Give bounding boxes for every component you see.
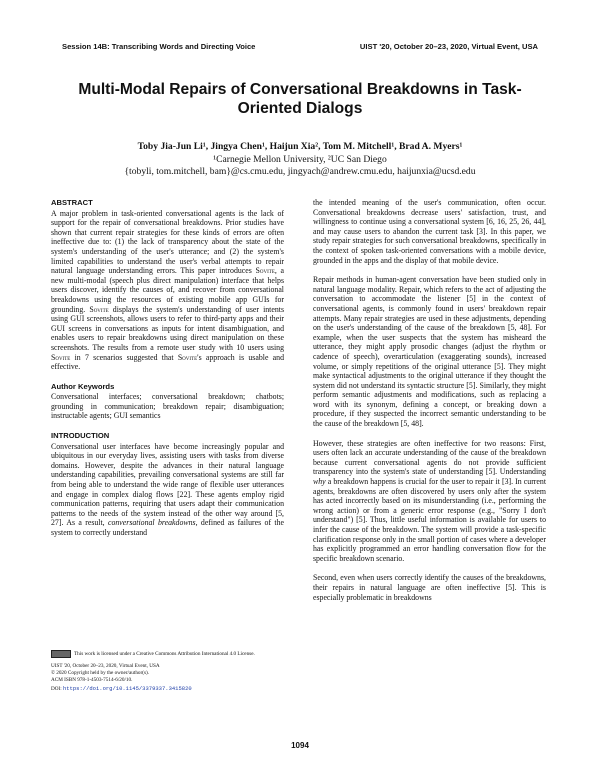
isbn-line: ACM ISBN 978-1-4503-7514-6/20/10. xyxy=(51,677,133,684)
author-names: Toby Jia-Jun Li¹, Jingya Chen¹, Haijun Xia², Tom M. Mitchell¹, Brad A. Myers¹ xyxy=(137,141,463,152)
system-name: Sovite xyxy=(177,352,198,362)
paper-title: Multi-Modal Repairs of Conversational Breakdowns in Task-Oriented Dialogs xyxy=(78,81,522,117)
copyright-line: © 2020 Copyright held by the owner/author(s). xyxy=(51,670,150,676)
copyright-footnote xyxy=(51,650,284,693)
abstract-heading: ABSTRACT xyxy=(51,198,93,207)
introduction-body: Conversational user interfaces have become increasingly popular and ubiquitous in our everyday lives, assisting users with tasks from diverse domains. However, despite the advances in their natural language understanding capabilities, prevailing conversational systems are still far from being able to understand the wide range of flexible user utterances and engage in complex dialog flows [22]. These agents employ rigid communication patterns, requiring that users adapt their communication patterns to the needs of the system instead of the other way around [5, 27]. As a result, conversational breakdowns, defined as failures of the system to correctly understand xyxy=(51,441,284,537)
page-number: 1094 xyxy=(291,741,309,750)
introduction-heading: INTRODUCTION xyxy=(51,431,110,441)
author-emails: {tobyli, tom.mitchell, bam}@cs.cmu.edu, jingyach@andrew.cmu.edu, haijunxia@ucsd.edu xyxy=(124,166,476,177)
system-name: Sovite xyxy=(255,266,275,276)
running-head-session: Session 14B: Transcribing Words and Directing Voice xyxy=(62,42,256,51)
paragraph: Repair methods in human-agent conversation have been studied only in natural language modality. Repair, which refers to the act of adjusting the conversation to accommodate the listener [5] in the context of conversational agents, is commonly found in users' breakdown repair attempts. Many repair strategies are used in these adjustments, depending on the user's understanding of the cause of the breakdown [5, 48]. For example, when the user suspects that the system has misheard the utterance, they might apply prosodic changes (adjust the rhythm or cadence of speech), overarticulation (exaggerating sounds), increased volume, or simply repetitions of the original utterance [5]. They might make syntactical adjustments to the original utterance if they thought the system did not understand its syntactic structure [5]. Similarly, they might perform semantic adjustments and modifications, such as replacing a word with its synonym, defining a concept, or breaking down a procedure, if they suspected the incorrect semantic understanding to be the cause of the breakdown [5, 48]. xyxy=(313,275,546,429)
keywords-heading: Author Keywords xyxy=(51,381,115,391)
paragraph: the intended meaning of the user's communication, often occur. Conversational breakdowns decrease users' satisfaction, trust, and willingness to continue using a conversational system [6, 16, 25, 26, 44], and may cause users to abandon the current task [3]. In this paper, we study repair strategies for such conversational breakdowns, specifically in the context of spoken task-oriented conversations with a mobile device, grounded in the apps and the display of that mobile device. xyxy=(313,198,546,265)
author-affiliations: ¹Carnegie Mellon University, ²UC San Diego xyxy=(213,153,387,165)
paragraph: However, these strategies are often ineffective for two reasons: First, users often lack an accurate understanding of the cause of the breakdown because current conversational agents do not provide sufficient transparency into the system's state of understanding [5]. Understanding why a breakdown happens is crucial for the user to repair it [3]. In current agents, breakdowns are often discovered by users only after the system has acted incorrectly based on its misunderstanding (i.e., performing the wrong action) or from a generic error response (e.g., "Sorry I don't understand") [5]. Thus, little useful information is available for users to infer the cause of the breakdown. The system will provide a task-specific clarification response only in the small portion of cases where a developer has explicitly programmed an error handling conversation flow for the specific breakdown scenario. xyxy=(313,438,546,563)
creative-commons-icon xyxy=(51,650,71,658)
doi-line: DOI: https://doi.org/10.1145/3379337.3415820 xyxy=(51,684,192,692)
abstract-body: A major problem in task-oriented conversational agents is the lack of support for the repair of conversational breakdowns. Prior studies have shown that current repair strategies for these kinds of errors are often ineffective due to: (1) the lack of transparency about the state of the system's understanding of the user's utterance; and (2) the system's limited capabilities to understand the user's verbal attempts to repair natural language understanding errors. This paper introduces Sovite, a new multi-modal (speech plus direct manipulation) interface that helps users discover, identify the causes of, and recover from conversational breakdowns using the resources of existing mobile app GUIs for grounding. Sovite displays the system's understanding of user intents using GUI screenshots, allows users to refer to third-party apps and their GUI screens in conversations as inputs for intent disambiguation, and enables users to repair breakdowns using direct manipulation on these screenshots. The results from a remote user study with 10 users using Sovite in 7 scenarios suggested that Sovite's approach is usable and effective. xyxy=(51,208,285,372)
system-name: Sovite xyxy=(51,352,71,362)
paragraph: Second, even when users correctly identify the causes of the breakdowns, their repairs in natural language are often ineffective [5]. This is especially problematic in breakdowns xyxy=(313,573,546,602)
running-head-conference: UIST '20, October 20–23, 2020, Virtual Event, USA xyxy=(359,42,538,51)
left-column xyxy=(51,198,284,538)
license-line: This work is licensed under a Creative Commons Attribution International 4.0 License. xyxy=(51,650,284,659)
doi-link[interactable]: https://doi.org/10.1145/3379337.3415820 xyxy=(62,684,192,692)
venue-line: UIST '20, October 20–23, 2020, Virtual Event, USA xyxy=(51,662,160,669)
author-block xyxy=(60,141,540,179)
right-column xyxy=(313,198,546,602)
running-head xyxy=(62,42,538,51)
system-name: Sovite xyxy=(89,304,109,314)
keywords-body: Conversational interfaces; conversational breakdown; chatbots; grounding in communication; breakdown repair; disambiguation; instructable agents; GUI semantics xyxy=(51,392,284,421)
